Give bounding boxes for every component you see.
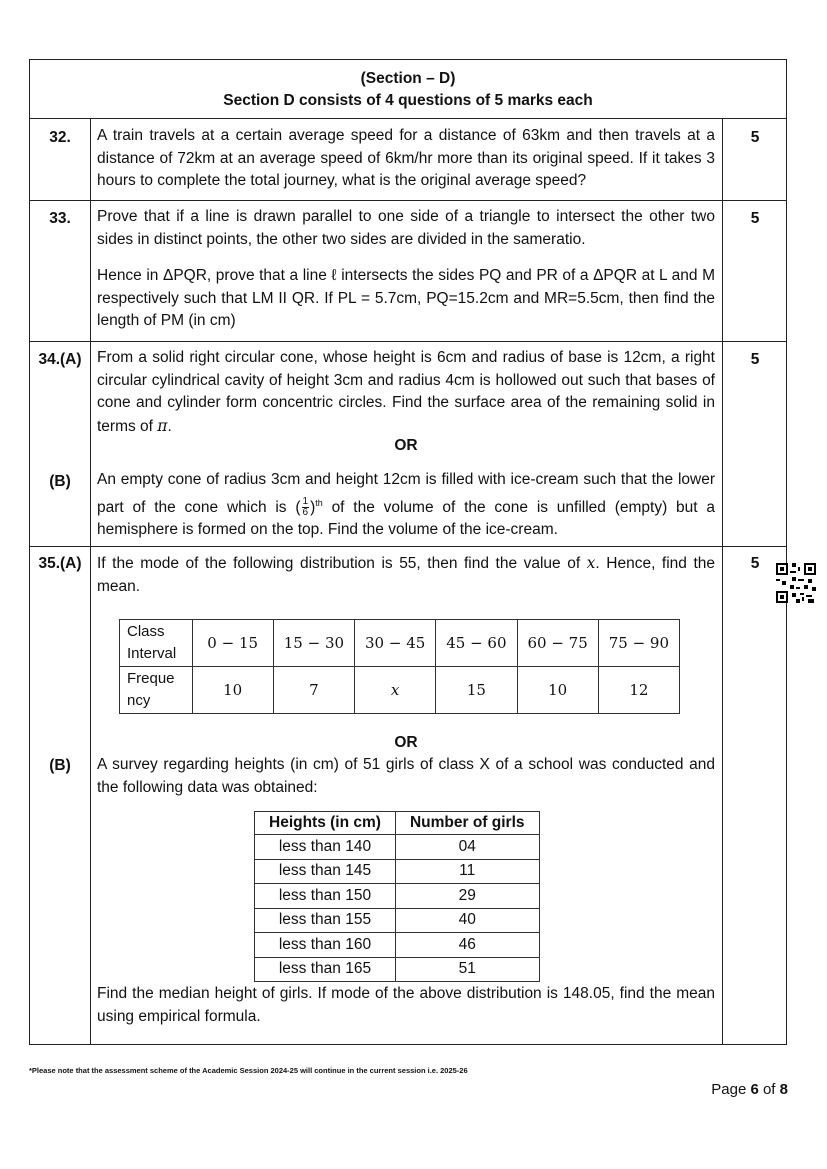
question-table [29, 59, 787, 1045]
table-cell: 15 [436, 667, 517, 714]
table-cell: x [355, 667, 436, 714]
table-cell: 40 [395, 908, 539, 933]
table-row [255, 957, 540, 982]
question-32-text: A train travels at a certain average speed for a distance of 63km and then travels at a distance of 72km at an average speed of 6km/hr more than its original speed. If it takes 3 hours to complete the total journey, what is the original average speed? [97, 127, 715, 189]
question-33-followup: Hence in ΔPQR, prove that a line ℓ intersects the sides PQ and PR of a ΔPQR at L and M respectively such that LM II QR. If PL = 5.7cm, PQ=15.2cm and MR=5.5cm, then find the length of PM (in cm) [97, 267, 715, 329]
footnote: *Please note that the assessment scheme of the Academic Session 2024-25 will continue in the current session i.e. 2025-26 [29, 1066, 468, 1075]
row-divider [30, 546, 786, 547]
question-number: 32. [49, 129, 71, 146]
section-subtitle: Section D consists of 4 questions of 5 marks each [223, 92, 593, 109]
table-cell: 60 − 75 [517, 620, 598, 667]
table-header-row [255, 812, 540, 835]
question-number: (B) [49, 757, 71, 774]
table-cell: 7 [273, 667, 354, 714]
marks: 5 [750, 210, 760, 227]
table-cell: 51 [395, 957, 539, 982]
table-cell: less than 150 [255, 884, 396, 909]
fraction: $\frac{1}{6}$ [302, 496, 309, 519]
row-divider [30, 200, 786, 201]
row-divider [30, 341, 786, 342]
section-title: (Section – D) [360, 70, 456, 87]
column-divider [90, 118, 91, 1044]
table-header: Heights (in cm) [255, 812, 396, 835]
table-cell: 75 − 90 [598, 620, 679, 667]
table-cell: 11 [395, 859, 539, 884]
question-33-text: Prove that if a line is drawn parallel to one side of a triangle to intersect the other two sides in distinct points, the other two sides are divided in the sameratio. [97, 208, 715, 248]
class-frequency-table [119, 619, 680, 714]
question-35b-final: Find the median height of girls. If mode of the above distribution is 148.05, find the mean using empirical formula. [97, 985, 715, 1025]
heights-table [254, 811, 540, 982]
table-cell: 0 − 15 [192, 620, 273, 667]
table-cell: less than 155 [255, 908, 396, 933]
table-row [255, 859, 540, 884]
row-divider [30, 118, 786, 119]
table-cell: 46 [395, 933, 539, 958]
table-row [255, 908, 540, 933]
table-cell: less than 145 [255, 859, 396, 884]
question-35b-text: A survey regarding heights (in cm) of 51 girls of class X of a school was conducted and the following data was obtained: [97, 756, 715, 796]
table-cell: 04 [395, 835, 539, 860]
question-34b-text: An empty cone of radius 3cm and height 12cm is filled with ice-cream such that the lower part of the cone which is ( $\frac{1}{6}$ )$^{th}$ of the volume of the cone is unfilled (empty) but a hemisphere is formed on the top. Find the volume of the ice-cream. [97, 471, 715, 539]
table-cell: 29 [395, 884, 539, 909]
table-cell: 12 [598, 667, 679, 714]
table-cell: less than 160 [255, 933, 396, 958]
table-cell: less than 140 [255, 835, 396, 860]
question-number: 33. [49, 210, 71, 227]
table-cell: Freque ncy [120, 667, 193, 714]
table-row [255, 884, 540, 909]
question-number: 35.(A) [38, 555, 82, 572]
table-cell: 45 − 60 [436, 620, 517, 667]
question-35a-text: If the mode of the following distribution is 55, then find the value of x. Hence, find the mean. [97, 554, 715, 595]
table-row [120, 620, 680, 667]
marks: 5 [750, 555, 760, 572]
table-cell: 30 − 45 [355, 620, 436, 667]
table-row [255, 835, 540, 860]
table-header: Number of girls [395, 812, 539, 835]
page-number: Page 6 of 8 [711, 1081, 788, 1098]
or-label: OR [394, 734, 418, 751]
table-cell: 15 − 30 [273, 620, 354, 667]
or-label: OR [394, 437, 418, 454]
question-34a-text: From a solid right circular cone, whose height is 6cm and radius of base is 12cm, a right circular cylindrical cavity of height 3cm and radius 4cm is hollowed out such that bases of cone and cylinder form concentric circles. Find the surface area of the remaining solid in terms of π. [97, 349, 715, 435]
table-cell: less than 165 [255, 957, 396, 982]
column-divider [722, 118, 723, 1044]
table-row [255, 933, 540, 958]
marks: 5 [750, 351, 760, 368]
table-cell: 10 [517, 667, 598, 714]
question-number: 34.(A) [38, 351, 82, 368]
qr-code-icon [776, 563, 816, 603]
section-header [30, 68, 786, 112]
table-row [120, 667, 680, 714]
question-number: (B) [49, 473, 71, 490]
marks: 5 [750, 129, 760, 146]
table-cell: Class Interval [120, 620, 193, 667]
table-cell: 10 [192, 667, 273, 714]
